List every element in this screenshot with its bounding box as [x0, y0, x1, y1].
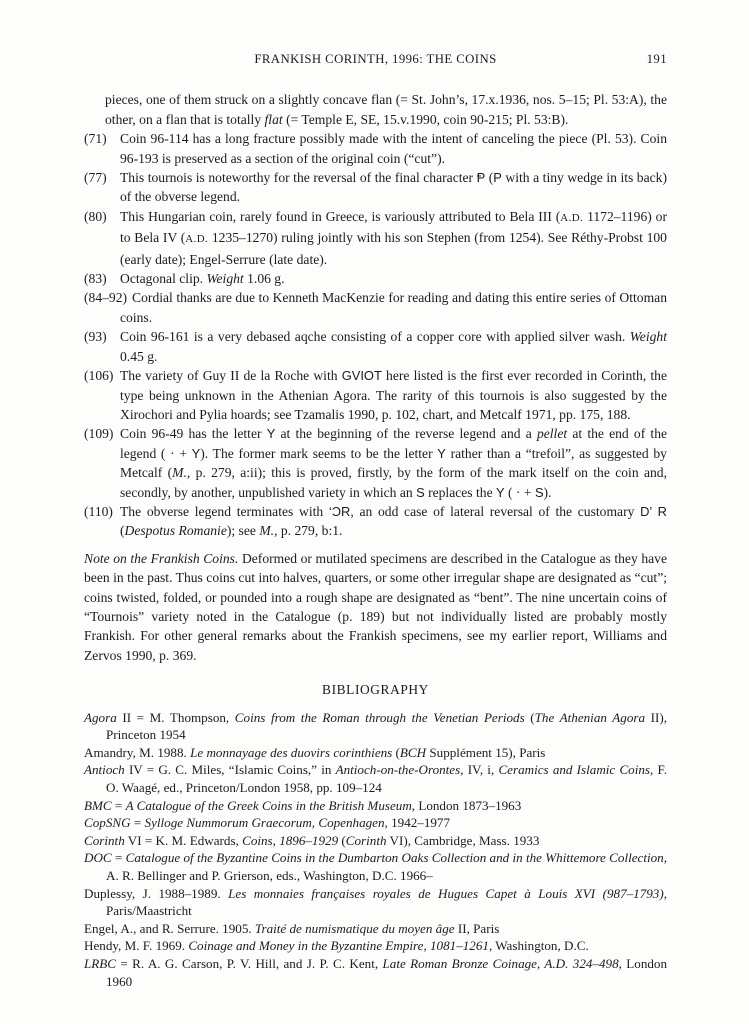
running-head	[84, 50, 667, 69]
endnote-71	[84, 129, 667, 168]
endnote-text: Octagonal clip. Weight 1.06 g.	[120, 271, 285, 287]
bibliography-entry: Engel, A., and R. Serrure. 1905. Traité de numismatique du moyen âge II, Paris	[84, 920, 500, 936]
endnote-83	[84, 269, 667, 288]
endnote-text: This tournois is noteworthy for the reversal of the final character Ᵽ (P with a tiny wedge in its back) of the obverse legend.	[120, 170, 667, 205]
endnote-80	[84, 207, 667, 269]
bibliography-entry: Corinth VI = K. M. Edwards, Coins, 1896–1929 (Corinth VI), Cambridge, Mass. 1933	[84, 832, 540, 848]
endnote-text: Coin 96-49 has the letter Y at the beginning of the reverse legend and a pellet at the end of the legend ( · + Y). The former mark seems to be the letter Y rather than a “trefoil”, as suggested by Metcalf (M., p. 279, a:ii); this is proved, firstly, by the form of the mark itself on the coin and, secondly, by another, unpublished variety in which an S replaces the Y ( · + S).	[120, 426, 668, 500]
bibliography-entry: Amandry, M. 1988. Le monnayage des duovirs corinthiens (BCH Supplément 15), Paris	[84, 744, 546, 760]
running-title: FRANKISH CORINTH, 1996: THE COINS	[254, 52, 497, 66]
bibliography-entry: Hendy, M. F. 1969. Coinage and Money in the Byzantine Empire, 1081–1261, Washington, D.C.	[84, 938, 589, 954]
bibliography-entry: DOC = Catalogue of the Byzantine Coins in the Dumbarton Oaks Collection and in the Whittemore Collection, A. R. Bellinger and P. Grierson, eds., Washington, D.C. 1966–	[84, 850, 667, 883]
endnote-109	[84, 424, 667, 502]
bibliography-entry: Duplessy, J. 1988–1989. Les monnaies françaises royales de Hugues Capet à Louis XVI (987–1793), Paris/Maastricht	[84, 885, 667, 919]
endnote-number: (71)	[84, 131, 107, 147]
bibliography-entry: Agora II = M. Thompson, Coins from the Roman through the Venetian Periods (The Athenian Agora II), Princeton 1954	[84, 709, 667, 743]
endnote-number: (93)	[84, 329, 107, 345]
endnote-number: (80)	[84, 208, 107, 224]
endnotes-section	[84, 90, 667, 540]
endnote-number: (83)	[84, 271, 107, 287]
endnote-text: Coin 96-114 has a long fracture possibly made with the intent of canceling the piece (Pl. 53). Coin 96-193 is preserved as a section of the original coin (“cut”).	[120, 131, 667, 166]
endnote-number: (77)	[84, 170, 107, 186]
bibliography-entry: Antioch IV = G. C. Miles, “Islamic Coins,” in Antioch-on-the-Orontes, IV, i, Ceramics and Islamic Coins, F. O. Waagé, ed., Princeton/London 1958, pp. 109–124	[84, 762, 668, 795]
endnote-text: The obverse legend terminates with ‘ƆR, an odd case of lateral reversal of the customary D’ R (Despotus Romanie); see M., p. 279, b:1.	[120, 503, 667, 539]
bibliography-entry: LRBC = R. A. G. Carson, P. V. Hill, and J. P. C. Kent, Late Roman Bronze Coinage, A.D. 324–498, London 1960	[84, 955, 668, 989]
note-on-frankish-coins: Note on the Frankish Coins. Deformed or mutilated specimens are described in the Catalogue as they have been in the past. Thus coins cut into halves, quarters, or some other irregular shape are designated as “cut”; coins twisted, folded, or pounded into a rough shape are designated as “bent”. The nine uncertain coins of “Tournois” variety noted in the Catalogue (p. 189) but not individually listed are probably mostly Frankish. For other general remarks about the Frankish specimens, see my earlier report, Williams and Zervos 1990, p. 369.	[84, 550, 667, 663]
bibliography-entry: CopSNG = Sylloge Nummorum Graecorum, Copenhagen, 1942–1977	[84, 815, 451, 831]
endnote-number: (110)	[84, 503, 113, 519]
endnote-77	[84, 168, 667, 207]
page-number: 191	[646, 52, 667, 66]
endnote-text: Cordial thanks are due to Kenneth MacKenzie for reading and dating this entire series of Ottoman coins.	[120, 290, 667, 325]
bibliography-section	[84, 680, 667, 990]
endnote-number: (84–92)	[84, 290, 128, 306]
endnote-text: The variety of Guy II de la Roche with GVIOT here listed is the first ever recorded in Corinth, the type being unknown in the Athenian Agora. The rarity of this tournois is also suggested by the Xirochori and Pylia hoards; see Tzamalis 1990, p. 102, chart, and Metcalf 1971, pp. 175, 188.	[120, 368, 667, 422]
endnote-93	[84, 327, 667, 366]
note-continuation: pieces, one of them struck on a slightly concave flan (= St. John’s, 17.x.1936, nos. 5–15; Pl. 53:A), the other, on a flan that is totally flat (= Temple E, SE, 15.v.1990, coin 90-215; Pl. 53:B).	[105, 92, 667, 127]
endnote-84-92	[84, 288, 667, 327]
endnote-text: This Hungarian coin, rarely found in Greece, is variously attributed to Bela III (A.D. 1172–1196) or to Bela IV (A.D. 1235–1270) ruling jointly with his son Stephen (from 1254). See Réthy-Probst 100 (early date); Engel-Serrure (late date).	[120, 208, 667, 267]
endnote-text: Coin 96-161 is a very debased aqche consisting of a copper core with applied silver wash. Weight 0.45 g.	[120, 329, 667, 364]
endnote-106	[84, 366, 667, 424]
endnote-110	[84, 502, 667, 541]
bibliography-heading: BIBLIOGRAPHY	[322, 682, 429, 698]
bibliography-entry: BMC = A Catalogue of the Greek Coins in the British Museum, London 1873–1963	[84, 797, 522, 813]
endnote-number: (109)	[84, 426, 114, 442]
endnote-number: (106)	[84, 368, 114, 384]
